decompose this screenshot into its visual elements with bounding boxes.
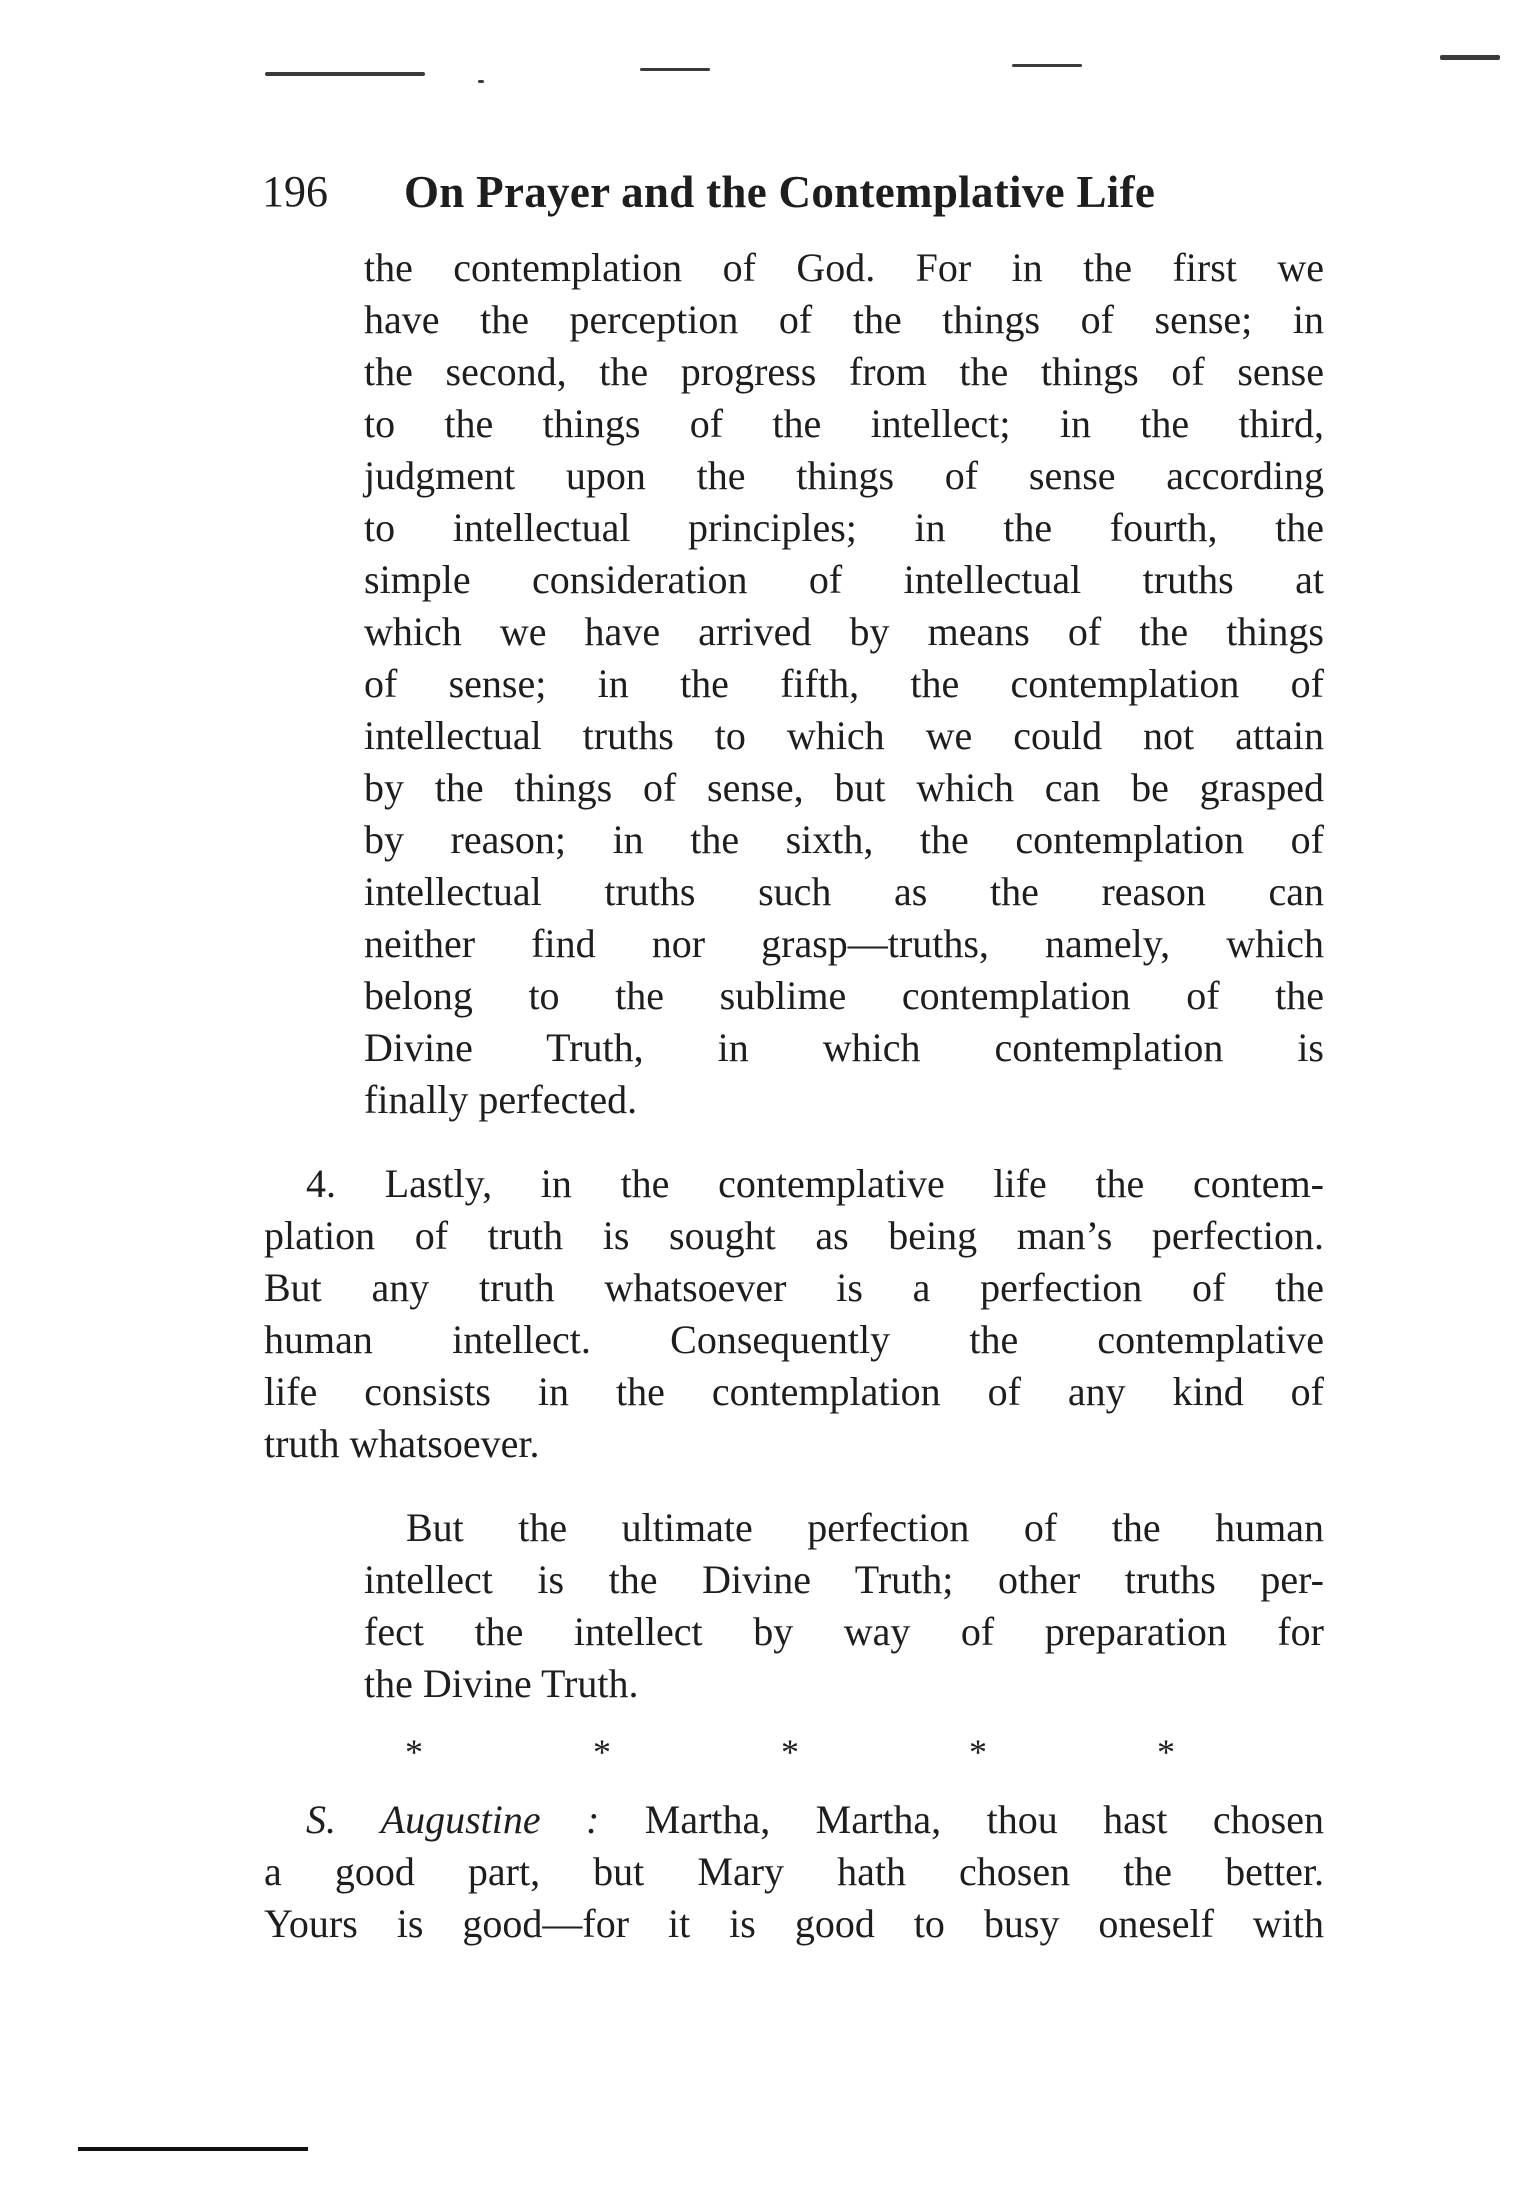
text-line: life consists in the contemplation of any kind of [264,1369,1324,1414]
text-line: which we have arrived by means of the things [364,609,1324,654]
scan-smudge [640,68,710,71]
text-line: neither find nor grasp—truths, namely, which [364,921,1324,966]
separator-star: * [405,1732,423,1772]
separator-star: * [781,1732,799,1772]
footer-rule [78,2147,308,2151]
scan-smudge [1012,64,1082,67]
text-line: by the things of sense, but which can be grasped [364,765,1324,810]
text-line: finally perfected. [364,1077,638,1122]
text-line: human intellect. Consequently the contemplative [264,1317,1324,1362]
text-line: 4. Lastly, in the contemplative life the contem- [306,1161,1324,1206]
text-line: truth whatsoever. [264,1421,540,1466]
text-line: have the perception of the things of sense; in [364,297,1324,342]
speaker-name: S. Augustine : [306,1797,600,1842]
text-line: intellectual truths such as the reason can [364,869,1324,914]
text-line: the contemplation of God. For in the first we [364,245,1324,290]
text-line: But the ultimate perfection of the human [406,1505,1324,1550]
page-number: 196 [262,167,328,216]
scan-smudge [265,72,425,76]
text-line: the Divine Truth. [364,1661,639,1706]
text-line: Divine Truth, in which contemplation is [364,1025,1324,1070]
separator-star: * [969,1732,987,1772]
text-line: But any truth whatsoever is a perfection of the [264,1265,1324,1310]
text-line: intellectual truths to which we could not attain [364,713,1324,758]
text-line: to intellectual principles; in the fourth, the [364,505,1324,550]
separator-star: * [1157,1732,1175,1772]
section-separator [405,1727,1175,1777]
text-line: simple consideration of intellectual truths at [364,557,1324,602]
quote-text: Martha, Martha, thou hast chosen [599,1797,1324,1842]
text-line: fect the intellect by way of preparation for [364,1609,1324,1654]
running-title: On Prayer and the Contemplative Life [404,167,1156,217]
separator-star: * [593,1732,611,1772]
text-line: judgment upon the things of sense according [364,453,1324,498]
text-line: a good part, but Mary hath chosen the better. [264,1849,1324,1894]
text-line: intellect is the Divine Truth; other truths per- [364,1557,1324,1602]
text-line: to the things of the intellect; in the third, [364,401,1324,446]
text-line: Yours is good—for it is good to busy oneself with [264,1901,1324,1946]
scan-smudge [1440,55,1500,60]
page-header [262,162,1322,222]
text-line: the second, the progress from the things of sense [364,349,1324,394]
text-line [306,1794,1324,1846]
text-line: belong to the sublime contemplation of the [364,973,1324,1018]
text-line: by reason; in the sixth, the contemplation of [364,817,1324,862]
text-line: plation of truth is sought as being man’s perfection. [264,1213,1324,1258]
text-line: of sense; in the fifth, the contemplation of [364,661,1324,706]
scan-smudge [478,80,484,83]
